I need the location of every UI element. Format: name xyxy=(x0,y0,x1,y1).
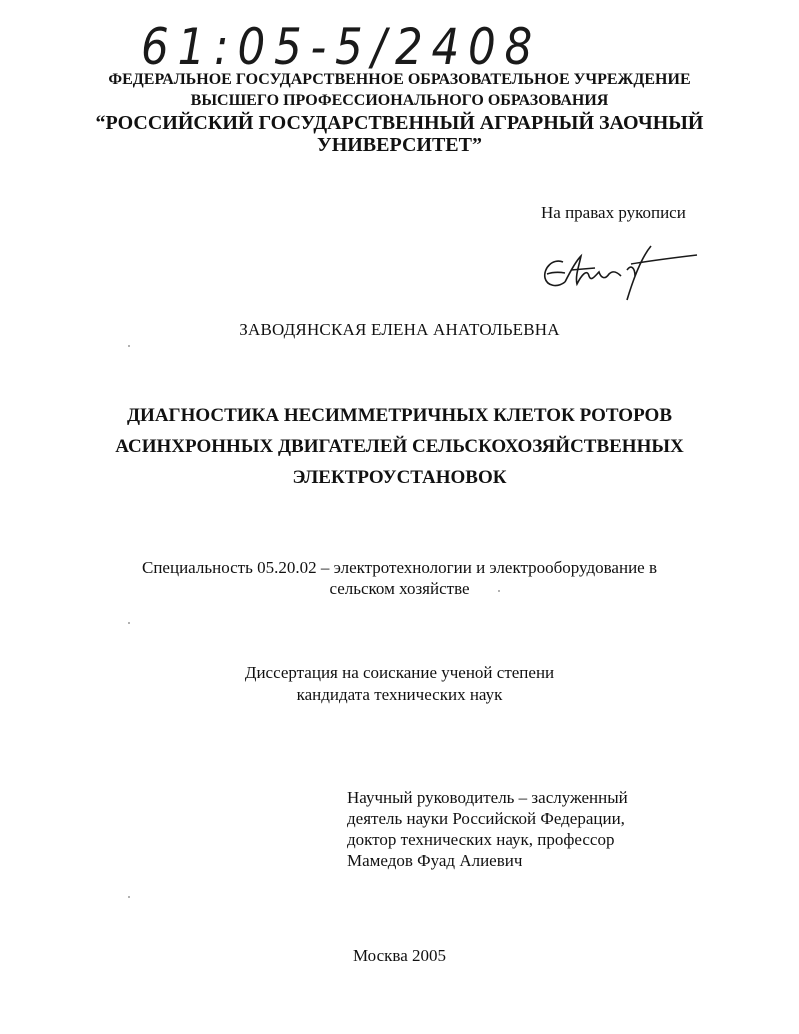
supervisor-block xyxy=(347,787,707,871)
supervisor-line-4: Мамедов Фуад Алиевич xyxy=(347,851,523,870)
handwritten-archive-number xyxy=(135,6,555,76)
institution-line-4: УНИВЕРСИТЕТ” xyxy=(317,134,482,156)
specialty-line-2: сельском хозяйстве xyxy=(329,579,470,598)
specialty-line-1: Специальность 05.20.02 – электротехнологии и электрооборудование в xyxy=(141,558,657,577)
degree-line-1: Диссертация на соискание ученой степени xyxy=(244,663,555,682)
scan-speck xyxy=(128,896,130,898)
degree-statement xyxy=(0,662,799,706)
title-line-2: АСИНХРОННЫХ ДВИГАТЕЛЕЙ СЕЛЬСКОХОЗЯЙСТВЕННЫХ xyxy=(115,436,684,457)
institution-line-1: ФЕДЕРАЛЬНОЕ ГОСУДАРСТВЕННОЕ ОБРАЗОВАТЕЛЬНОЕ УЧРЕЖДЕНИЕ xyxy=(108,71,691,88)
rights-note: На правах рукописи xyxy=(541,203,686,222)
supervisor-line-2: деятель науки Российской Федерации, xyxy=(347,809,625,828)
archive-number-text: 61:05-5/2408 xyxy=(141,18,541,76)
supervisor-line-1: Научный руководитель – заслуженный xyxy=(347,788,628,807)
scan-speck xyxy=(128,345,130,347)
scan-speck xyxy=(498,590,500,592)
city-year: Москва 2005 xyxy=(352,946,447,965)
title-line-1: ДИАГНОСТИКА НЕСИММЕТРИЧНЫХ КЛЕТОК РОТОРОВ xyxy=(126,405,673,426)
dissertation-title xyxy=(0,400,799,493)
author-signature xyxy=(535,240,705,310)
degree-line-2: кандидата технических наук xyxy=(296,685,503,704)
institution-line-3: “РОССИЙСКИЙ ГОСУДАРСТВЕННЫЙ АГРАРНЫЙ ЗАОЧНЫЙ xyxy=(95,112,704,134)
title-line-3: ЭЛЕКТРОУСТАНОВОК xyxy=(292,467,507,488)
specialty xyxy=(0,557,799,599)
institution-line-2: ВЫСШЕГО ПРОФЕССИОНАЛЬНОГО ОБРАЗОВАНИЯ xyxy=(190,92,609,109)
author-name: ЗАВОДЯНСКАЯ ЕЛЕНА АНАТОЛЬЕВНА xyxy=(239,320,560,339)
supervisor-line-3: доктор технических наук, профессор xyxy=(347,830,615,849)
scan-speck xyxy=(128,622,130,624)
